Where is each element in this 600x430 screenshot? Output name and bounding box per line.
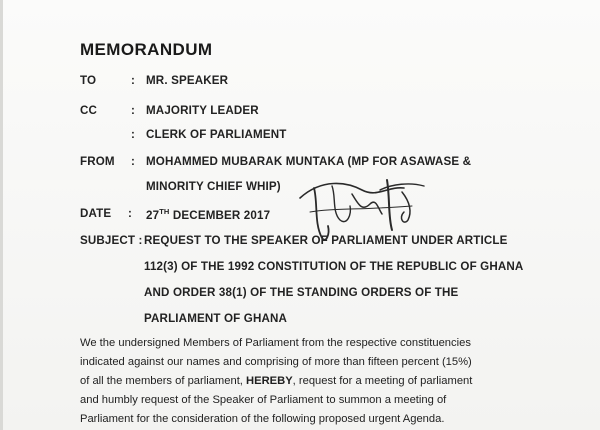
cc-colon-2: : bbox=[131, 128, 136, 141]
from-colon: : bbox=[131, 155, 136, 168]
to-label: TO bbox=[80, 74, 97, 87]
subject-label: SUBJECT : bbox=[80, 234, 143, 247]
cc-colon: : bbox=[131, 104, 136, 117]
subject-line-4: PARLIAMENT OF GHANA bbox=[144, 312, 288, 325]
body-line-4: and humbly request of the Speaker of Parliament to summon a meeting of bbox=[80, 394, 447, 406]
subject-line-3: AND ORDER 38(1) OF THE STANDING ORDERS OF THE bbox=[144, 286, 459, 299]
to-value: MR. SPEAKER bbox=[146, 74, 229, 87]
date-day: 27 bbox=[146, 208, 160, 222]
cc-label: CC bbox=[80, 104, 98, 117]
date-suffix: TH bbox=[159, 207, 170, 216]
body-line-3 bbox=[80, 372, 590, 391]
to-colon: : bbox=[131, 74, 136, 87]
from-value-1: MOHAMMED MUBARAK MUNTAKA (MP FOR ASAWASE & bbox=[146, 155, 472, 168]
from-value-2: MINORITY CHIEF WHIP) bbox=[146, 180, 281, 193]
body-line-1: We the undersigned Members of Parliament from the respective constituencies bbox=[80, 337, 471, 349]
body-line-2: indicated against our names and comprising of more than fifteen percent (15%) bbox=[80, 356, 472, 368]
memo-title: MEMORANDUM bbox=[80, 40, 213, 59]
date-colon: : bbox=[128, 207, 133, 220]
signature-mark bbox=[292, 168, 442, 248]
body-line-5: Parliament for the consideration of the following proposed urgent Agenda. bbox=[80, 413, 445, 425]
body-hereby: HEREBY bbox=[246, 375, 293, 387]
cc-value-2: CLERK OF PARLIAMENT bbox=[146, 128, 287, 141]
subject-line-2: 112(3) OF THE 1992 CONSTITUTION OF THE REPUBLIC OF GHANA bbox=[144, 260, 524, 273]
cc-value-1: MAJORITY LEADER bbox=[146, 104, 259, 117]
body-line-3-start: of all the members of parliament, bbox=[80, 375, 247, 387]
page-edge bbox=[0, 0, 3, 430]
date-label: DATE bbox=[80, 207, 112, 220]
body-line-3-end: , request for a meeting of parliament bbox=[292, 375, 473, 387]
date-rest: DECEMBER 2017 bbox=[169, 208, 271, 222]
subject-line-1: REQUEST TO THE SPEAKER OF PARLIAMENT UNDER ARTICLE bbox=[144, 234, 508, 247]
from-label: FROM bbox=[80, 155, 115, 168]
date-value bbox=[146, 207, 270, 222]
